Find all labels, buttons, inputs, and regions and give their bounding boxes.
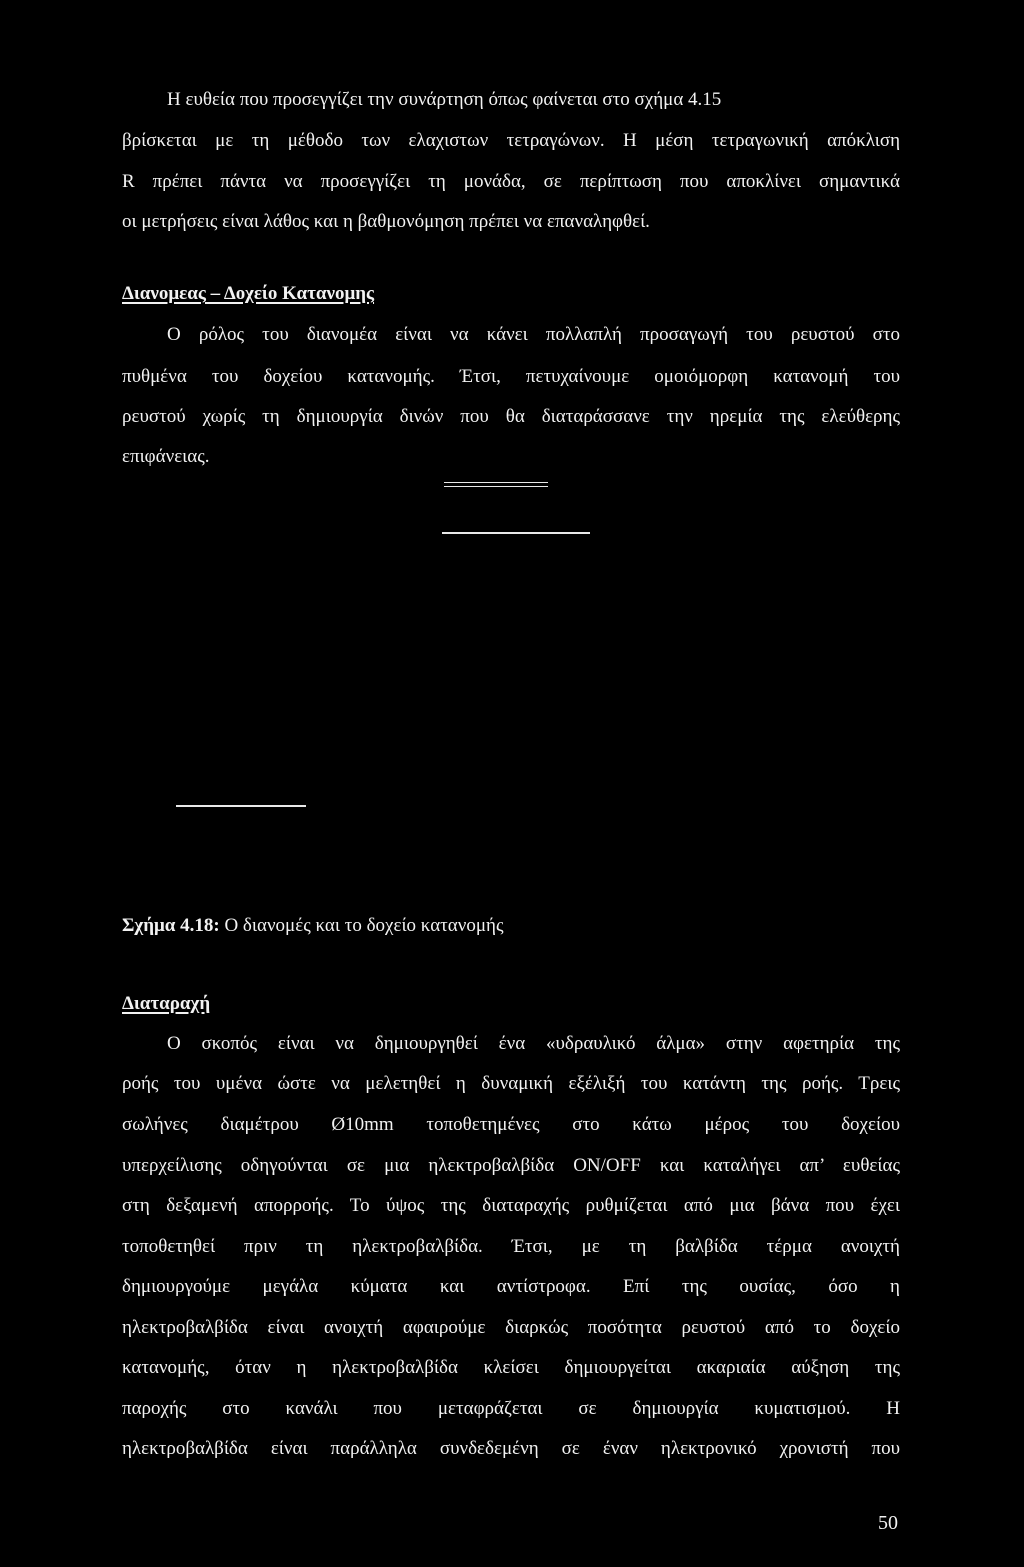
paragraph-2-line-1: Ο ρόλος του διανομέα είναι να κάνει πολλαπλή προσαγωγή του ρευστού στο bbox=[167, 324, 900, 345]
figure-caption-text: Ο διανομές και το δοχείο κατανομής bbox=[219, 915, 504, 936]
paragraph-3-line-6: τοποθετηθεί πριν τη ηλεκτροβαλβίδα. Έτσι, με τη βαλβίδα τέρμα ανοιχτή bbox=[122, 1236, 900, 1257]
paragraph-3-line-1: Ο σκοπός είναι να δημιουργηθεί ένα «υδραυλικό άλμα» στην αφετηρία της bbox=[167, 1033, 900, 1054]
paragraph-3-line-8: ηλεκτροβαλβίδα είναι ανοιχτή αφαιρούμε διαρκώς ποσότητα ρευστού από το δοχείο bbox=[122, 1317, 900, 1338]
figure-rule-bottom bbox=[176, 805, 306, 807]
paragraph-2-line-3: ρευστού χωρίς τη δημιουργία δινών που θα διαταράσσανε την ηρεμία της ελεύθερης bbox=[122, 406, 900, 427]
paragraph-2-line-4: επιφάνειας. bbox=[122, 446, 210, 467]
section-heading-disturbance: Διαταραχή bbox=[122, 993, 211, 1014]
page-number: 50 bbox=[878, 1512, 898, 1534]
paragraph-3-line-4: υπερχείλισης οδηγούνται σε μια ηλεκτροβαλβίδα ON/OFF και καταλήγει απ’ ευθείας bbox=[122, 1155, 900, 1176]
paragraph-1-line-1: Η ευθεία που προσεγγίζει την συνάρτηση όπως φαίνεται στο σχήμα 4.15 bbox=[167, 89, 722, 110]
paragraph-3-line-7: δημιουργούμε μεγάλα κύματα και αντίστροφα. Επί της ουσίας, όσο η bbox=[122, 1276, 900, 1297]
paragraph-3-line-5: στη δεξαμενή απορροής. Το ύψος της διαταραχής ρυθμίζεται από μια βάνα που έχει bbox=[122, 1195, 900, 1216]
paragraph-3-line-2: ροής του υμένα ώστε να μελετηθεί η δυναμική εξέλιξή του κατάντη της ροής. Τρεις bbox=[122, 1073, 900, 1094]
paragraph-1-line-3: R πρέπει πάντα να προσεγγίζει τη μονάδα, σε περίπτωση που αποκλίνει σημαντικά bbox=[122, 171, 900, 192]
figure-caption-label: Σχήμα 4.18: bbox=[122, 915, 220, 936]
figure-caption bbox=[122, 916, 504, 935]
paragraph-2-line-2: πυθμένα του δοχείου κατανομής. Έτσι, πετυχαίνουμε ομοιόμορφη κατανομή του bbox=[122, 366, 900, 387]
paragraph-3-line-9: κατανομής, όταν η ηλεκτροβαλβίδα κλείσει δημιουργείται ακαριαία αύξηση της bbox=[122, 1357, 900, 1378]
figure-rule-middle bbox=[442, 532, 590, 534]
section-heading-distributor: Διανομεας – Δοχείο Κατανομης bbox=[122, 283, 375, 304]
paragraph-1-line-4: οι μετρήσεις είναι λάθος και η βαθμονόμηση πρέπει να επαναληφθεί. bbox=[122, 211, 650, 232]
paragraph-3-line-3: σωλήνες διαμέτρου Ø10mm τοποθετημένες στο κάτω μέρος του δοχείου bbox=[122, 1114, 900, 1135]
paragraph-3-line-10: παροχής στο κανάλι που μεταφράζεται σε δημιουργία κυματισμού. Η bbox=[122, 1398, 900, 1419]
paragraph-1-line-2: βρίσκεται με τη μέθοδο των ελαχιστων τετραγώνων. Η μέση τετραγωνική απόκλιση bbox=[122, 130, 900, 151]
paragraph-3-line-11: ηλεκτροβαλβίδα είναι παράλληλα συνδεδεμένη σε έναν ηλεκτρονικό χρονιστή που bbox=[122, 1438, 900, 1459]
figure-rule-top bbox=[444, 482, 548, 487]
